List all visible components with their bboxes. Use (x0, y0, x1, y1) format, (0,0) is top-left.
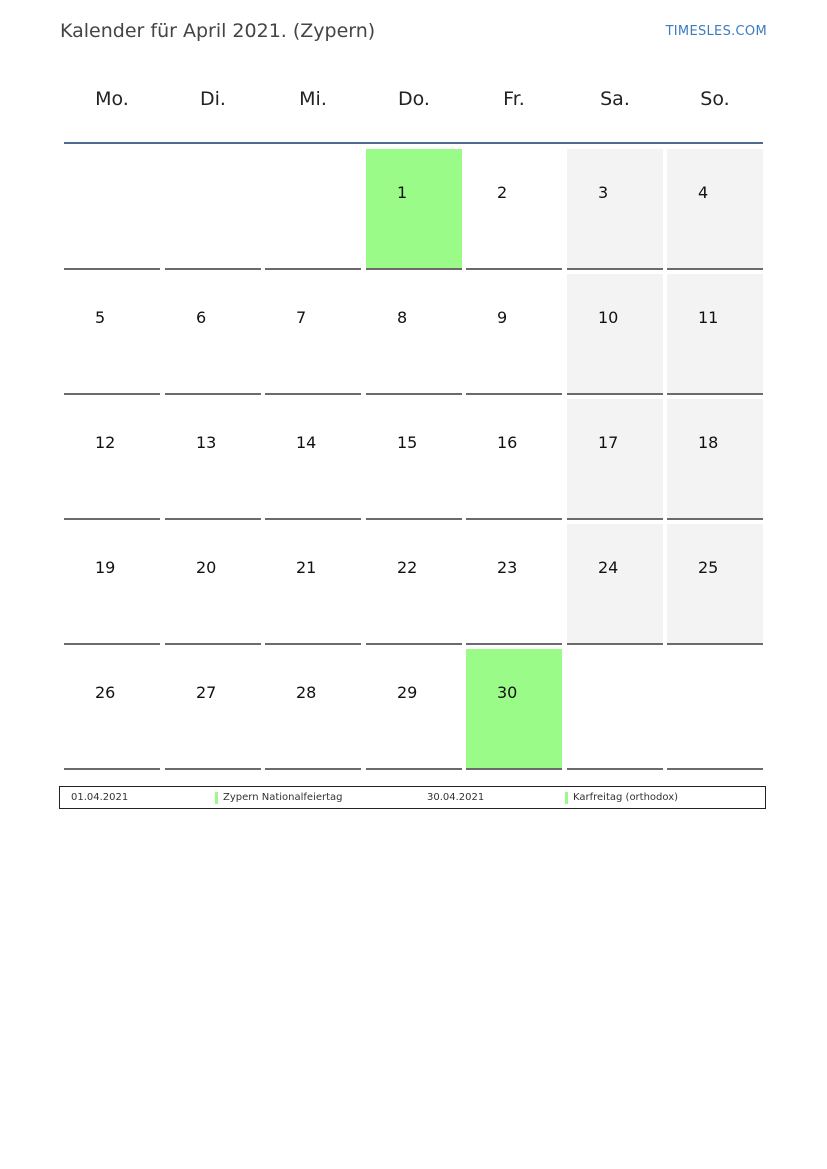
day-number: 1 (397, 183, 408, 202)
day-number: 21 (296, 558, 317, 577)
day-number: 20 (196, 558, 217, 577)
day-number: 15 (397, 433, 418, 452)
day-number: 8 (397, 308, 408, 327)
weekday-mi: Mi. (299, 88, 327, 110)
day-number: 14 (296, 433, 317, 452)
day-number: 19 (95, 558, 116, 577)
calendar-day-cell[interactable] (165, 524, 261, 645)
calendar-cell-empty (667, 649, 763, 770)
calendar-day-cell[interactable] (366, 524, 462, 645)
calendar-day-cell[interactable] (64, 399, 160, 520)
calendar-day-cell[interactable] (165, 274, 261, 395)
day-number: 24 (598, 558, 619, 577)
calendar-day-cell[interactable] (667, 274, 763, 395)
brand-link[interactable]: TIMESLES.COM (665, 24, 767, 39)
calendar-cell-empty (265, 149, 361, 270)
calendar-day-cell[interactable] (64, 524, 160, 645)
day-number: 16 (497, 433, 518, 452)
legend-date: 01.04.2021 (71, 792, 129, 803)
day-number: 30 (497, 683, 518, 702)
calendar-day-cell[interactable] (567, 274, 663, 395)
weekday-header (64, 88, 763, 118)
weekday-fr: Fr. (503, 88, 525, 110)
weekday-mo: Mo. (95, 88, 129, 110)
day-number: 27 (196, 683, 217, 702)
calendar-day-cell[interactable] (165, 649, 261, 770)
day-number: 26 (95, 683, 116, 702)
calendar-day-cell[interactable] (265, 524, 361, 645)
calendar-day-cell[interactable] (567, 149, 663, 270)
day-number: 9 (497, 308, 508, 327)
calendar-day-cell[interactable] (466, 649, 562, 770)
calendar-day-cell[interactable] (667, 149, 763, 270)
day-number: 6 (196, 308, 207, 327)
day-number: 3 (598, 183, 609, 202)
day-number: 28 (296, 683, 317, 702)
calendar-day-cell[interactable] (567, 399, 663, 520)
calendar-grid (64, 149, 763, 770)
calendar-day-cell[interactable] (466, 149, 562, 270)
day-number: 17 (598, 433, 619, 452)
calendar-day-cell[interactable] (265, 399, 361, 520)
day-number: 4 (698, 183, 709, 202)
legend-holiday-name: Zypern Nationalfeiertag (223, 792, 343, 803)
legend-date: 30.04.2021 (427, 792, 485, 803)
day-number: 10 (598, 308, 619, 327)
calendar-day-cell[interactable] (466, 399, 562, 520)
day-number: 22 (397, 558, 418, 577)
weekday-do: Do. (398, 88, 430, 110)
header-divider (64, 142, 763, 144)
calendar-day-cell[interactable] (366, 399, 462, 520)
day-number: 11 (698, 308, 719, 327)
calendar-cell-empty (165, 149, 261, 270)
day-number: 25 (698, 558, 719, 577)
page-title: Kalender für April 2021. (Zypern) (60, 20, 376, 42)
calendar-day-cell[interactable] (466, 524, 562, 645)
calendar-day-cell[interactable] (366, 149, 462, 270)
day-number: 29 (397, 683, 418, 702)
legend-color-marker (565, 792, 568, 804)
calendar-day-cell[interactable] (667, 399, 763, 520)
calendar-day-cell[interactable] (567, 524, 663, 645)
calendar-day-cell[interactable] (165, 399, 261, 520)
day-number: 12 (95, 433, 116, 452)
calendar-day-cell[interactable] (265, 649, 361, 770)
weekday-di: Di. (200, 88, 226, 110)
day-number: 5 (95, 308, 106, 327)
legend-holiday-name: Karfreitag (orthodox) (573, 792, 679, 803)
calendar-day-cell[interactable] (667, 524, 763, 645)
day-number: 2 (497, 183, 508, 202)
calendar-day-cell[interactable] (466, 274, 562, 395)
day-number: 23 (497, 558, 518, 577)
calendar-cell-empty (64, 149, 160, 270)
calendar-day-cell[interactable] (265, 274, 361, 395)
calendar-cell-empty (567, 649, 663, 770)
legend-color-marker (215, 792, 218, 804)
calendar-day-cell[interactable] (64, 274, 160, 395)
day-number: 7 (296, 308, 307, 327)
calendar-day-cell[interactable] (366, 649, 462, 770)
weekday-sa: Sa. (600, 88, 630, 110)
calendar-day-cell[interactable] (366, 274, 462, 395)
day-number: 13 (196, 433, 217, 452)
calendar-day-cell[interactable] (64, 649, 160, 770)
holiday-legend (59, 786, 766, 809)
day-number: 18 (698, 433, 719, 452)
weekday-so: So. (700, 88, 730, 110)
